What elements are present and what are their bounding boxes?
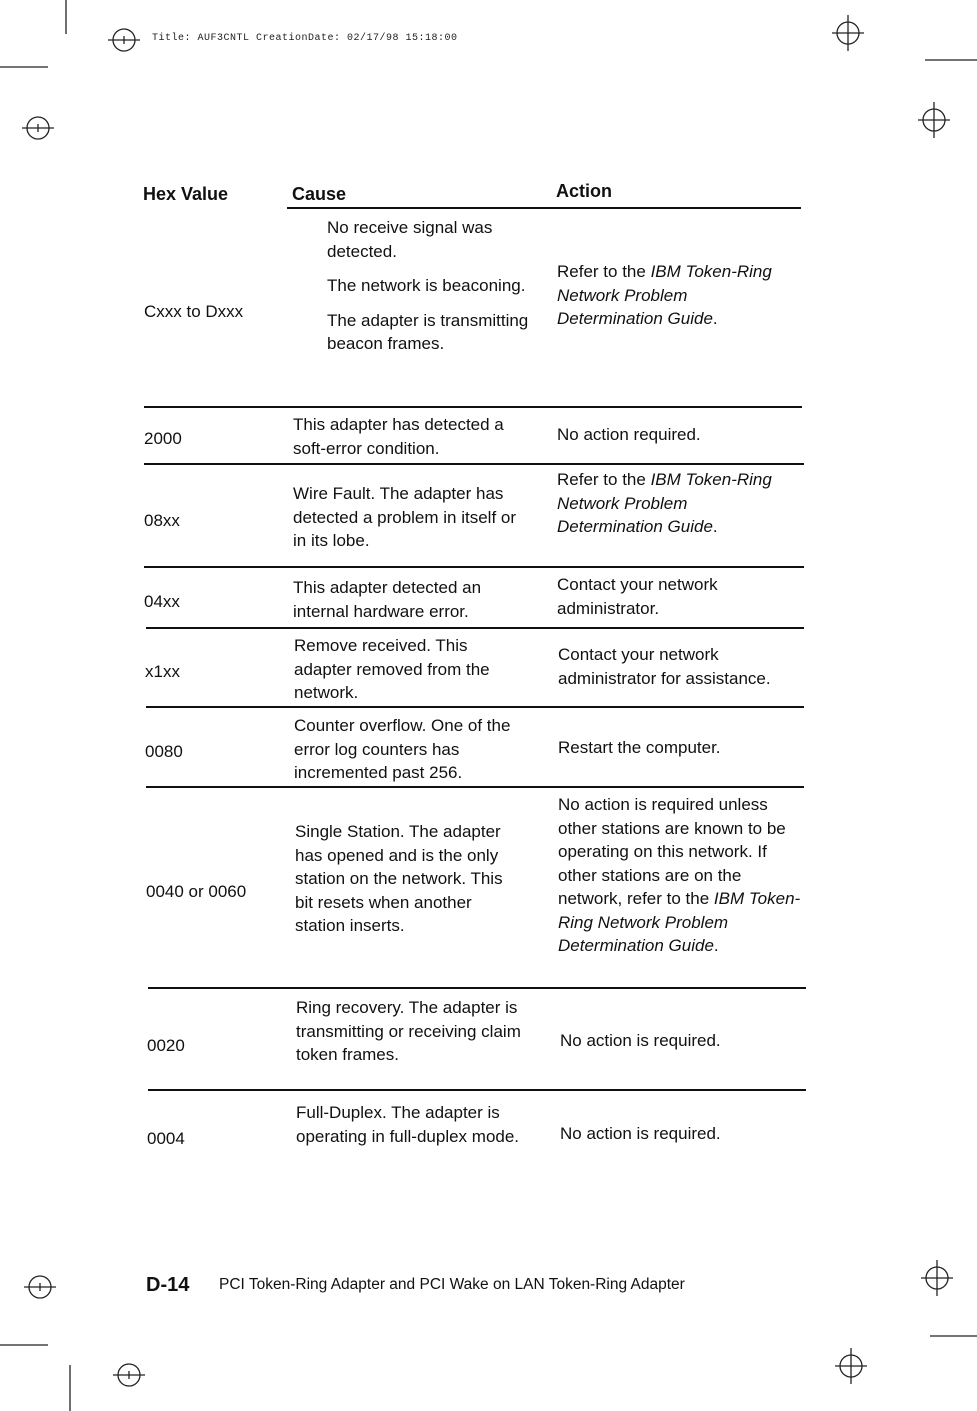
hex-value-cell: 04xx [144,592,180,611]
row-divider [146,786,804,788]
guide-title: IBM Token-Ring Network Problem Determination Guide [558,889,801,955]
cause-line: The adapter is transmitting beacon frames. [327,310,529,353]
action-cell: Contact your network administrator for assistance. [558,645,771,688]
row-divider [144,406,802,408]
action-cell [557,260,777,331]
hex-value-cell: 0040 or 0060 [146,882,247,901]
cause-line: No receive signal was detected. [327,218,493,261]
cause-line: The network is beaconing. [327,276,526,295]
row-divider [146,627,804,629]
cause-cell: This adapter detected an internal hardware error. [293,578,482,621]
hex-value-cell: 08xx [144,511,180,530]
row-divider [144,566,804,568]
guide-title: IBM Token-Ring Network Problem Determination Guide [557,470,772,536]
action-text: . [712,309,718,328]
hex-value-cell: 2000 [144,429,182,448]
footer-title: PCI Token-Ring Adapter and PCI Wake on LAN Token-Ring Adapter [219,1276,685,1293]
column-header-hex-value: Hex Value [143,184,229,204]
action-cell: Contact your network administrator. [557,575,718,618]
hex-value-cell: Cxxx to Dxxx [144,302,244,321]
header-rule [287,207,801,209]
row-divider [148,987,806,989]
hex-value-cell: 0020 [147,1036,185,1055]
action-text: . [713,936,719,955]
cause-cell: Full-Duplex. The adapter is operating in full-duplex mode. [296,1103,520,1146]
action-cell: No action is required. [560,1124,721,1143]
row-divider [148,1089,806,1091]
action-cell: No action is required. [560,1031,721,1050]
hex-value-cell: 0080 [145,742,183,761]
action-cell: Restart the computer. [558,738,721,757]
action-cell: No action required. [557,425,701,444]
cause-cell: Remove received. This adapter removed from the network. [294,636,490,702]
cause-cell: This adapter has detected a soft-error condition. [293,415,504,458]
action-text: No action is required unless other stations are known to be operating on this network. If other stations are on the network, refer to the [558,795,786,908]
action-text: Refer to the [557,262,651,281]
action-text: Refer to the [557,470,651,489]
cause-cell [327,216,547,356]
row-divider [144,463,804,465]
page-number: D-14 [146,1274,190,1296]
cause-cell: Counter overflow. One of the error log counters has incremented past 256. [294,716,511,782]
cause-cell: Ring recovery. The adapter is transmitting or receiving claim token frames. [296,998,521,1064]
header-slug: Title: AUF3CNTL CreationDate: 02/17/98 15:18:00 [152,33,458,44]
action-text: . [712,517,718,536]
column-header-cause: Cause [292,184,347,204]
hex-value-cell: x1xx [145,662,180,681]
cause-cell: Single Station. The adapter has opened and is the only station on the network. This bit resets when another station inserts. [295,822,503,935]
row-divider [146,706,804,708]
action-cell [558,793,803,958]
column-header-action: Action [556,181,612,201]
guide-title: IBM Token-Ring Network Problem Determination Guide [557,262,772,328]
action-cell [557,468,777,539]
cause-cell: Wire Fault. The adapter has detected a problem in itself or in its lobe. [293,484,517,550]
hex-value-cell: 0004 [147,1129,185,1148]
